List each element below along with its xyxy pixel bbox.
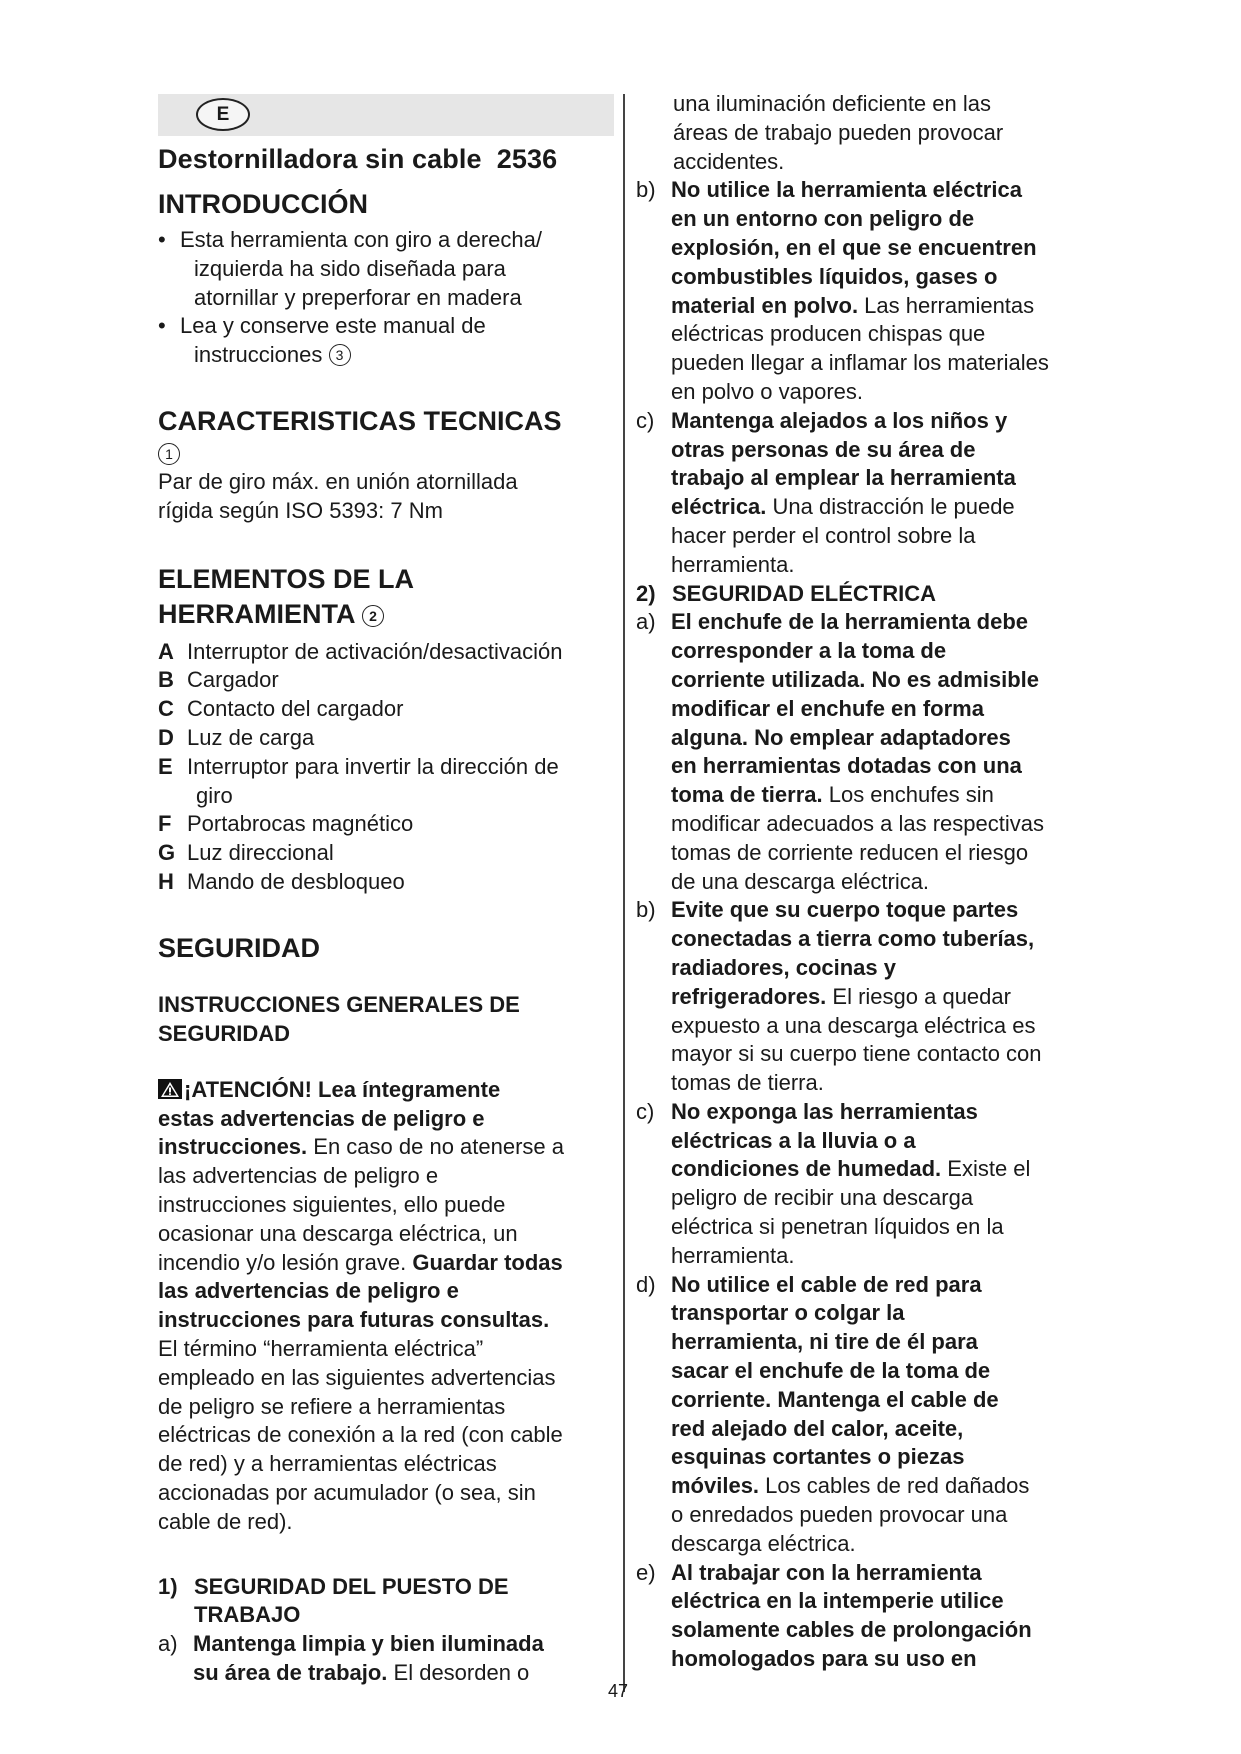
item-text: explosión, en el que se encuentren	[671, 234, 1037, 260]
bullet-text: Esta herramienta con giro a derecha/	[180, 227, 542, 252]
item-text: Una distracción le puede	[766, 494, 1015, 520]
item-text: eléctrica si penetran líquidos en la	[671, 1214, 1004, 1240]
body-text: eléctricas de conexión a la red (con cable	[158, 1422, 563, 1448]
item-text: Al trabajar con la herramienta	[671, 1559, 982, 1585]
document-title: Destornilladora sin cable 2536	[158, 144, 558, 174]
warning-text: estas advertencias de peligro e	[158, 1105, 485, 1131]
item-text: Evite que su cuerpo toque partes	[671, 897, 1019, 923]
warning-paragraph	[158, 1076, 614, 1537]
heading-text: HERRAMIENTA	[158, 598, 355, 629]
figure-ref-badge: 3	[329, 344, 351, 366]
item-text: El desorden o	[387, 1659, 530, 1685]
intro-bullet-list	[158, 226, 614, 370]
item-label: a)	[636, 609, 656, 635]
item-text: herramienta, ni tire de él para	[671, 1329, 978, 1355]
warning-text: instrucciones para futuras consultas.	[158, 1307, 550, 1333]
list-item	[636, 1559, 1106, 1674]
item-text: de una descarga eléctrica.	[671, 868, 930, 894]
item-label: giro	[196, 782, 233, 808]
body-text: áreas de trabajo pueden provocar	[673, 119, 1004, 145]
item-text: Mantenga alejados a los niños y	[671, 407, 1008, 433]
item-text: pueden llegar a inflamar los materiales	[671, 350, 1049, 376]
item-label: Cargador	[187, 667, 279, 693]
item-text: en polvo o vapores.	[671, 378, 864, 404]
list-item	[158, 638, 614, 667]
body-text: de red) y a herramientas eléctricas	[158, 1451, 497, 1477]
body-text: cable de red).	[158, 1508, 293, 1534]
item-text: refrigeradores.	[671, 983, 827, 1009]
item-text: esquinas cortantes o piezas	[671, 1444, 965, 1470]
warning-text: ¡ATENCIÓN! Lea íntegramente	[184, 1076, 501, 1102]
item-text: trabajo al emplear la herramienta	[671, 465, 1016, 491]
figure-ref-badge: 1	[158, 443, 180, 465]
item-key: H	[158, 868, 174, 894]
item-text: eléctrica.	[671, 494, 767, 520]
item-text: material en polvo.	[671, 292, 859, 318]
item-label: Luz direccional	[187, 840, 334, 866]
language-bar	[158, 94, 614, 136]
elements-heading	[158, 562, 614, 632]
item-text: No exponga las herramientas	[671, 1098, 978, 1124]
item-text: El enchufe de la herramienta debe	[671, 609, 1029, 635]
item-text: eléctricas a la lluvia o a	[671, 1127, 916, 1153]
language-badge: E	[196, 98, 250, 131]
body-text: empleado en las siguientes advertencias	[158, 1364, 556, 1390]
item-text: No utilice el cable de red para	[671, 1271, 982, 1297]
section-title: TRABAJO	[194, 1602, 301, 1628]
intro-heading: INTRODUCCIÓN	[158, 189, 368, 219]
body-text: El término “herramienta eléctrica”	[158, 1335, 484, 1361]
item-key: E	[158, 753, 173, 779]
item-text: su área de trabajo.	[193, 1659, 388, 1685]
item-label: a)	[158, 1631, 178, 1657]
body-text: accidentes.	[673, 148, 785, 174]
section-title: SEGURIDAD DEL PUESTO DE	[194, 1573, 509, 1599]
item-text: hacer perder el control sobre la	[671, 522, 976, 548]
item-label: b)	[636, 897, 656, 923]
item-key: F	[158, 811, 172, 837]
list-item	[158, 753, 614, 811]
item-text: corresponder a la toma de	[671, 638, 947, 664]
section-number: 1)	[158, 1573, 178, 1599]
warning-text: ocasionar una descarga eléctrica, un	[158, 1220, 518, 1246]
warning-icon	[158, 1079, 182, 1099]
item-label: e)	[636, 1559, 656, 1585]
item-text: homologados para su uso en	[671, 1646, 977, 1672]
figure-ref-badge: 2	[362, 605, 384, 627]
item-text: Los enchufes sin	[822, 782, 994, 808]
left-column	[158, 94, 614, 1688]
item-text: peligro de recibir una descarga	[671, 1185, 974, 1211]
list-item: • Lea y conserve este manual de instrucciones 3	[158, 313, 486, 368]
elements-list	[158, 638, 614, 897]
item-text: móviles.	[671, 1473, 760, 1499]
item-text: modificar adecuados a las respectivas	[671, 810, 1044, 836]
item-label: Interruptor para invertir la dirección de	[187, 753, 559, 779]
item-text: solamente cables de prolongación	[671, 1617, 1032, 1643]
heading-text: ELEMENTOS DE LA	[158, 563, 415, 594]
list-item	[158, 868, 614, 897]
body-text: de peligro se refiere a herramientas	[158, 1393, 506, 1419]
safety-heading: SEGURIDAD	[158, 932, 321, 963]
section-title: SEGURIDAD ELÉCTRICA	[672, 580, 937, 606]
item-text: sacar el enchufe de la toma de	[671, 1358, 991, 1384]
item-text: Existe el	[941, 1156, 1031, 1182]
item-text: radiadores, cocinas y	[671, 954, 896, 980]
item-text: modificar el enchufe en forma	[671, 695, 984, 721]
list-item	[158, 839, 614, 868]
item-text: transportar o colgar la	[671, 1300, 905, 1326]
list-item	[636, 608, 1106, 896]
item-text: herramienta.	[671, 1242, 795, 1268]
item-text: mayor si su cuerpo tiene contacto con	[671, 1041, 1042, 1067]
list-item	[636, 1098, 1106, 1271]
item-label: Mando de desbloqueo	[187, 868, 405, 894]
bullet-text: atornillar y preperforar en madera	[194, 284, 522, 310]
body-text: una iluminación deficiente en las	[673, 91, 991, 116]
warning-text: Guardar todas	[406, 1249, 563, 1275]
specs-line: Par de giro máx. en unión atornillada	[158, 468, 518, 494]
item-text: El riesgo a quedar	[826, 983, 1011, 1009]
item-label: Portabrocas magnético	[187, 811, 414, 837]
list-item	[158, 695, 614, 724]
item-text: alguna. No emplear adaptadores	[671, 724, 1011, 750]
item-label: c)	[636, 407, 655, 433]
item-text: corriente utilizada. No es admisible	[671, 666, 1039, 692]
column-divider	[623, 94, 625, 1692]
item-text: No utilice la herramienta eléctrica	[671, 177, 1022, 203]
list-item: • Esta herramienta con giro a derecha/ izquierda ha sido diseñada para atornillar y preperforar en madera	[158, 226, 614, 312]
list-item	[158, 666, 614, 695]
item-key: B	[158, 667, 174, 693]
item-text: Los cables de red dañados	[759, 1473, 1030, 1499]
item-text: toma de tierra.	[671, 782, 823, 808]
general-safety-heading: SEGURIDAD	[158, 1020, 291, 1046]
item-key: G	[158, 840, 176, 866]
bullet-text: izquierda ha sido diseñada para	[194, 255, 506, 281]
list-item	[158, 810, 614, 839]
warning-text: las advertencias de peligro e	[158, 1278, 459, 1304]
list-item	[158, 724, 614, 753]
warning-text: instrucciones siguientes, ello puede	[158, 1191, 506, 1217]
item-text: condiciones de humedad.	[671, 1156, 942, 1182]
item-label: c)	[636, 1098, 655, 1124]
item-text: corriente. Mantenga el cable de	[671, 1386, 999, 1412]
item-text: herramienta.	[671, 551, 795, 577]
body-text: accionadas por acumulador (o sea, sin	[158, 1479, 536, 1505]
item-label: Luz de carga	[187, 724, 315, 750]
section-heading-electrical	[636, 580, 1106, 609]
warning-text: las advertencias de peligro e	[158, 1163, 439, 1189]
right-column	[636, 90, 1106, 1674]
item-key: A	[158, 638, 174, 664]
specs-line: rígida según ISO 5393: 7 Nm	[158, 497, 443, 523]
list-item	[636, 176, 1106, 406]
item-text: tomas de corriente reducen el riesgo	[671, 839, 1029, 865]
item-text: en un entorno con peligro de	[671, 206, 975, 232]
list-item	[636, 407, 1106, 580]
item-text: descarga eléctrica.	[671, 1530, 856, 1556]
page-number: 47	[608, 1681, 629, 1701]
item-text: en herramientas dotadas con una	[671, 753, 1022, 779]
item-label: b)	[636, 177, 656, 203]
item-text: combustibles líquidos, gases o	[671, 263, 998, 289]
section-heading-work-area	[158, 1573, 614, 1631]
item-text: eléctrica en la intemperie utilice	[671, 1588, 1004, 1614]
item-text: Mantenga limpia y bien iluminada	[193, 1631, 544, 1657]
general-safety-heading: INSTRUCCIONES GENERALES DE	[158, 991, 520, 1017]
list-item	[636, 1271, 1106, 1559]
item-text: eléctricas producen chispas que	[671, 321, 986, 347]
item-text: red alejado del calor, aceite,	[671, 1415, 964, 1441]
item-text: Las herramientas	[858, 292, 1035, 318]
item-label: Contacto del cargador	[187, 696, 404, 722]
item-text: conectadas a tierra como tuberías,	[671, 926, 1035, 952]
item-text: otras personas de su área de	[671, 436, 976, 462]
item-key: D	[158, 724, 174, 750]
bullet-text: instrucciones	[194, 342, 323, 368]
warning-text: En caso de no atenerse a	[307, 1134, 565, 1160]
item-text: o enredados pueden provocar una	[671, 1502, 1008, 1528]
warning-text: instrucciones.	[158, 1134, 308, 1160]
item-label: d)	[636, 1271, 656, 1297]
item-label: Interruptor de activación/desactivación	[187, 638, 563, 664]
section-number: 2)	[636, 580, 656, 606]
list-item	[636, 896, 1106, 1098]
item-key: C	[158, 696, 174, 722]
bullet-text: Lea y conserve este manual de	[180, 313, 486, 339]
list-item	[158, 1630, 614, 1688]
warning-text: incendio y/o lesión grave.	[158, 1249, 407, 1275]
item-text: tomas de tierra.	[671, 1070, 824, 1096]
item-text: expuesto a una descarga eléctrica es	[671, 1012, 1036, 1038]
specs-heading: CARACTERISTICAS TECNICAS	[158, 405, 562, 436]
